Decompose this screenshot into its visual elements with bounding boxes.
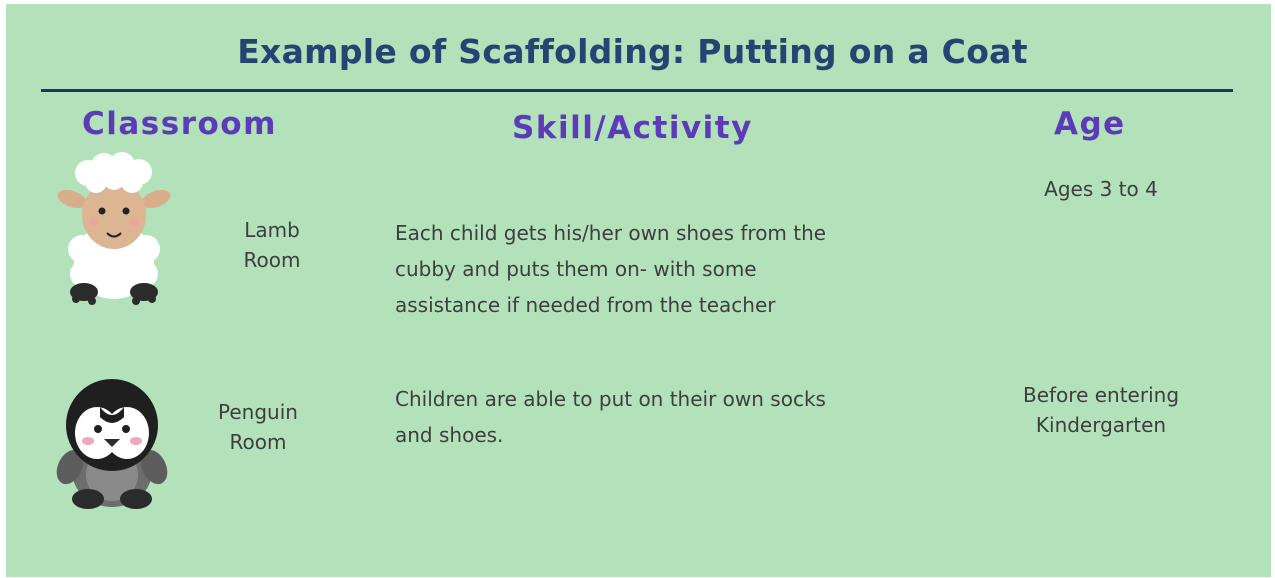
skill-text-penguin <box>395 381 935 453</box>
header-classroom: Classroom <box>82 106 277 142</box>
classroom-name-lamb <box>212 215 332 275</box>
age-line: Kindergarten <box>1035 413 1167 437</box>
penguin-icon <box>52 371 174 513</box>
page-title: Example of Scaffolding: Putting on a Coat <box>237 32 1028 71</box>
skill-line: cubby and puts them on- with some <box>395 257 757 281</box>
header-skill-activity: Skill/Activity <box>512 110 753 146</box>
skill-text-lamb <box>395 215 935 323</box>
skill-line: Children are able to put on their own socks <box>395 387 826 411</box>
classroom-name-line: Penguin <box>218 400 298 424</box>
title-divider <box>41 89 1233 92</box>
lamb-icon <box>54 149 172 309</box>
age-text-penguin <box>986 380 1216 440</box>
skill-line: assistance if needed from the teacher <box>395 293 776 317</box>
age-line: Before entering <box>1022 383 1180 407</box>
age-text-lamb <box>986 174 1216 204</box>
skill-line: and shoes. <box>395 423 504 447</box>
classroom-name-line: Room <box>243 248 301 272</box>
slide <box>6 4 1271 577</box>
header-age: Age <box>1054 106 1126 142</box>
classroom-name-penguin <box>198 397 318 457</box>
classroom-name-line: Room <box>229 430 287 454</box>
skill-line: Each child gets his/her own shoes from the <box>395 221 827 245</box>
classroom-name-line: Lamb <box>244 218 300 242</box>
age-line: Ages 3 to 4 <box>1044 177 1158 201</box>
